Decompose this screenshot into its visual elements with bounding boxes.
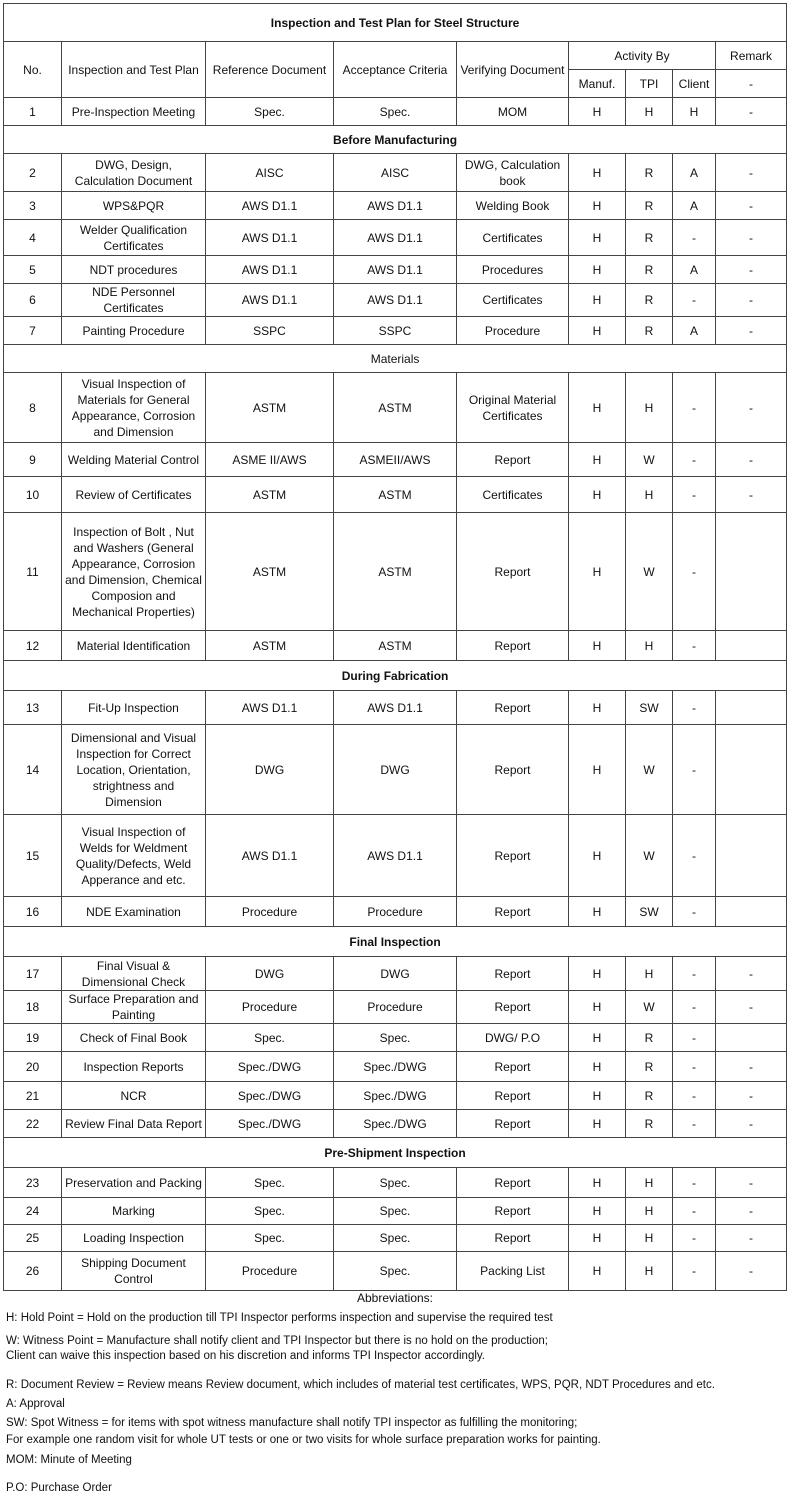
cell-client: - [673,284,716,317]
abbreviation-line: A: Approval [6,1398,65,1410]
cell-remark: - [716,1110,787,1138]
cell-plan: Check of Final Book [62,1024,206,1052]
section-row [4,345,787,373]
table-row [4,631,787,661]
cell-tpi: W [626,991,673,1024]
table-row [4,725,787,815]
cell-remark: - [716,98,787,126]
cell-acceptance: DWG [334,725,457,815]
cell-reference: AWS D1.1 [206,256,334,284]
section-label: During Fabrication [4,661,787,691]
table-row [4,220,787,256]
cell-remark: - [716,373,787,443]
cell-acceptance: ASMEII/AWS [334,443,457,477]
cell-acceptance: AWS D1.1 [334,192,457,220]
cell-acceptance: SSPC [334,317,457,345]
cell-tpi: H [626,1252,673,1291]
abbreviation-line: H: Hold Point = Hold on the production till TPI Inspector performs inspection and supervise the required test [6,1312,553,1324]
cell-no: 22 [4,1110,62,1138]
cell-reference: DWG [206,957,334,991]
cell-tpi: W [626,725,673,815]
cell-remark [716,1024,787,1052]
table-row [4,1024,787,1052]
cell-client: - [673,631,716,661]
cell-client: - [673,1225,716,1252]
header-remark: Remark [716,42,787,70]
cell-verifying: Report [457,443,569,477]
cell-remark: - [716,443,787,477]
cell-remark [716,725,787,815]
cell-manuf: H [569,991,626,1024]
cell-client: - [673,957,716,991]
cell-tpi: R [626,317,673,345]
cell-reference: AWS D1.1 [206,284,334,317]
cell-client: A [673,317,716,345]
cell-plan: Loading Inspection [62,1225,206,1252]
section-label: Pre-Shipment Inspection [4,1138,787,1168]
cell-reference: Procedure [206,1252,334,1291]
cell-remark: - [716,284,787,317]
cell-reference: Spec./DWG [206,1110,334,1138]
cell-plan: NDE Personnel Certificates [62,284,206,317]
cell-remark: - [716,256,787,284]
cell-client: - [673,1198,716,1225]
cell-reference: AWS D1.1 [206,220,334,256]
cell-client: - [673,691,716,725]
cell-plan: Final Visual & Dimensional Check [62,957,206,991]
header-tpi: TPI [626,70,673,98]
cell-verifying: Welding Book [457,192,569,220]
cell-manuf: H [569,897,626,927]
cell-no: 6 [4,284,62,317]
cell-acceptance: AWS D1.1 [334,256,457,284]
cell-no: 9 [4,443,62,477]
cell-no: 8 [4,373,62,443]
cell-reference: AISC [206,154,334,192]
header-manuf: Manuf. [569,70,626,98]
cell-no: 13 [4,691,62,725]
cell-reference: Spec./DWG [206,1052,334,1082]
cell-manuf: H [569,192,626,220]
cell-remark: - [716,1082,787,1110]
table-row [4,373,787,443]
cell-verifying: Procedures [457,256,569,284]
table-row [4,154,787,192]
cell-tpi: H [626,1198,673,1225]
cell-plan: NDE Examination [62,897,206,927]
cell-plan: Material Identification [62,631,206,661]
cell-manuf: H [569,815,626,897]
cell-no: 2 [4,154,62,192]
table-row [4,1252,787,1291]
cell-manuf: H [569,1082,626,1110]
cell-remark: - [716,1252,787,1291]
cell-verifying: Report [457,897,569,927]
cell-no: 19 [4,1024,62,1052]
cell-client: - [673,373,716,443]
cell-acceptance: ASTM [334,477,457,513]
cell-remark: - [716,1225,787,1252]
table-row [4,284,787,317]
cell-client: - [673,1252,716,1291]
cell-tpi: R [626,154,673,192]
cell-acceptance: AWS D1.1 [334,284,457,317]
cell-remark [716,631,787,661]
cell-reference: ASTM [206,631,334,661]
cell-client: - [673,1110,716,1138]
abbreviation-line: MOM: Minute of Meeting [6,1454,132,1466]
cell-remark [716,897,787,927]
cell-reference: Spec. [206,1024,334,1052]
cell-remark [716,691,787,725]
cell-tpi: H [626,1168,673,1198]
header-activity-by: Activity By [569,42,716,70]
cell-remark [716,815,787,897]
cell-verifying: Report [457,691,569,725]
cell-verifying: Original Material Certificates [457,373,569,443]
itp-table [3,3,787,1291]
document-title: Inspection and Test Plan for Steel Structure [4,4,787,42]
cell-verifying: Certificates [457,284,569,317]
table-row [4,98,787,126]
cell-no: 5 [4,256,62,284]
cell-tpi: W [626,443,673,477]
cell-remark: - [716,957,787,991]
cell-manuf: H [569,1110,626,1138]
table-row [4,1082,787,1110]
cell-tpi: H [626,957,673,991]
cell-verifying: Report [457,513,569,631]
table-row [4,1198,787,1225]
cell-no: 4 [4,220,62,256]
cell-reference: Procedure [206,991,334,1024]
header-verifying: Verifying Document [457,42,569,98]
cell-verifying: Report [457,725,569,815]
cell-manuf: H [569,1225,626,1252]
cell-tpi: H [626,631,673,661]
cell-plan: Review Final Data Report [62,1110,206,1138]
cell-verifying: DWG, Calculation book [457,154,569,192]
cell-verifying: Procedure [457,317,569,345]
cell-tpi: R [626,220,673,256]
cell-verifying: Report [457,1052,569,1082]
cell-remark: - [716,1198,787,1225]
cell-remark: - [716,192,787,220]
cell-acceptance: AWS D1.1 [334,220,457,256]
cell-no: 14 [4,725,62,815]
cell-plan: Pre-Inspection Meeting [62,98,206,126]
cell-tpi: H [626,373,673,443]
section-row [4,126,787,154]
cell-no: 18 [4,991,62,1024]
table-row [4,317,787,345]
cell-acceptance: Spec. [334,1024,457,1052]
cell-no: 16 [4,897,62,927]
cell-plan: Marking [62,1198,206,1225]
cell-no: 12 [4,631,62,661]
cell-client: - [673,443,716,477]
cell-no: 11 [4,513,62,631]
cell-plan: Surface Preparation and Painting [62,991,206,1024]
cell-acceptance: Spec. [334,1252,457,1291]
table-row [4,1110,787,1138]
cell-tpi: R [626,1024,673,1052]
cell-verifying: Report [457,631,569,661]
cell-manuf: H [569,1252,626,1291]
cell-plan: Preservation and Packing [62,1168,206,1198]
section-label: Before Manufacturing [4,126,787,154]
cell-client: - [673,897,716,927]
cell-remark: - [716,477,787,513]
title-row [4,4,787,42]
cell-reference: SSPC [206,317,334,345]
cell-manuf: H [569,477,626,513]
cell-no: 21 [4,1082,62,1110]
cell-verifying: Report [457,991,569,1024]
cell-manuf: H [569,284,626,317]
abbreviation-line: SW: Spot Witness = for items with spot witness manufacture shall notify TPI inspector as fulfilling the monitoring; [6,1417,578,1429]
cell-tpi: R [626,192,673,220]
table-row [4,477,787,513]
table-row [4,897,787,927]
section-label: Materials [4,345,787,373]
cell-tpi: R [626,256,673,284]
cell-plan: Review of Certificates [62,477,206,513]
cell-acceptance: ASTM [334,513,457,631]
header-plan: Inspection and Test Plan [62,42,206,98]
cell-remark: - [716,154,787,192]
header-no: No. [4,42,62,98]
section-row [4,661,787,691]
cell-acceptance: AWS D1.1 [334,815,457,897]
cell-tpi: R [626,284,673,317]
cell-no: 26 [4,1252,62,1291]
cell-verifying: Report [457,1082,569,1110]
cell-acceptance: Procedure [334,897,457,927]
cell-client: - [673,1052,716,1082]
cell-no: 24 [4,1198,62,1225]
cell-tpi: R [626,1052,673,1082]
table-row [4,443,787,477]
cell-verifying: Report [457,1110,569,1138]
header-remark-sub: - [716,70,787,98]
cell-acceptance: Spec./DWG [334,1082,457,1110]
cell-verifying: Report [457,815,569,897]
cell-manuf: H [569,631,626,661]
cell-verifying: Report [457,1225,569,1252]
cell-reference: AWS D1.1 [206,192,334,220]
cell-verifying: Certificates [457,477,569,513]
cell-no: 7 [4,317,62,345]
cell-plan: Inspection Reports [62,1052,206,1082]
cell-no: 23 [4,1168,62,1198]
cell-client: A [673,154,716,192]
header-row-1 [4,42,787,70]
cell-reference: ASTM [206,477,334,513]
cell-acceptance: Spec./DWG [334,1052,457,1082]
cell-verifying: Packing List [457,1252,569,1291]
cell-no: 10 [4,477,62,513]
header-reference: Reference Document [206,42,334,98]
table-row [4,192,787,220]
table-row [4,957,787,991]
cell-plan: Inspection of Bolt , Nut and Washers (General Appearance, Corrosion and Dimension, Chemical Composion and Mechanical Properties) [62,513,206,631]
cell-plan: Welder Qualification Certificates [62,220,206,256]
cell-remark: - [716,991,787,1024]
cell-no: 20 [4,1052,62,1082]
cell-verifying: DWG/ P.O [457,1024,569,1052]
cell-tpi: W [626,815,673,897]
cell-verifying: Report [457,957,569,991]
cell-remark [716,513,787,631]
cell-client: - [673,1024,716,1052]
cell-reference: ASME II/AWS [206,443,334,477]
abbreviations-title: Abbreviations: [356,1291,434,1305]
cell-no: 1 [4,98,62,126]
cell-manuf: H [569,957,626,991]
cell-verifying: Certificates [457,220,569,256]
cell-manuf: H [569,1052,626,1082]
cell-remark: - [716,317,787,345]
cell-plan: Dimensional and Visual Inspection for Correct Location, Orientation, strightness and Dimension [62,725,206,815]
cell-tpi: SW [626,691,673,725]
cell-verifying: MOM [457,98,569,126]
cell-manuf: H [569,220,626,256]
cell-no: 3 [4,192,62,220]
cell-reference: Spec. [206,98,334,126]
cell-acceptance: Procedure [334,991,457,1024]
cell-manuf: H [569,443,626,477]
cell-manuf: H [569,725,626,815]
cell-manuf: H [569,317,626,345]
cell-remark: - [716,1168,787,1198]
cell-client: - [673,725,716,815]
cell-client: A [673,192,716,220]
cell-reference: Spec./DWG [206,1082,334,1110]
cell-acceptance: AISC [334,154,457,192]
cell-client: - [673,1168,716,1198]
cell-plan: Visual Inspection of Materials for General Appearance, Corrosion and Dimension [62,373,206,443]
abbreviation-line: R: Document Review = Review means Review document, which includes of material test certificates, WPS, PQR, NDT Procedures and etc. [6,1379,715,1391]
table-row [4,513,787,631]
cell-acceptance: ASTM [334,631,457,661]
cell-tpi: R [626,1082,673,1110]
cell-plan: NDT procedures [62,256,206,284]
cell-no: 17 [4,957,62,991]
cell-acceptance: DWG [334,957,457,991]
cell-plan: Fit-Up Inspection [62,691,206,725]
section-row [4,927,787,957]
section-label: Final Inspection [4,927,787,957]
table-row [4,691,787,725]
cell-manuf: H [569,1024,626,1052]
section-row [4,1138,787,1168]
cell-manuf: H [569,1198,626,1225]
cell-reference: Spec. [206,1198,334,1225]
cell-no: 25 [4,1225,62,1252]
cell-manuf: H [569,256,626,284]
cell-client: H [673,98,716,126]
cell-reference: Spec. [206,1225,334,1252]
cell-client: - [673,1082,716,1110]
cell-tpi: R [626,1110,673,1138]
abbreviation-line: P.O: Purchase Order [6,1482,112,1494]
cell-manuf: H [569,154,626,192]
cell-plan: NCR [62,1082,206,1110]
cell-client: - [673,477,716,513]
table-row [4,1225,787,1252]
header-acceptance: Acceptance Criteria [334,42,457,98]
cell-plan: Visual Inspection of Welds for Weldment Quality/Defects, Weld Apperance and etc. [62,815,206,897]
cell-client: - [673,815,716,897]
cell-manuf: H [569,1168,626,1198]
cell-plan: DWG, Design, Calculation Document [62,154,206,192]
cell-tpi: H [626,477,673,513]
cell-no: 15 [4,815,62,897]
table-row [4,256,787,284]
cell-plan: WPS&PQR [62,192,206,220]
cell-reference: DWG [206,725,334,815]
cell-manuf: H [569,373,626,443]
cell-tpi: H [626,1225,673,1252]
cell-reference: ASTM [206,373,334,443]
cell-remark: - [716,220,787,256]
cell-plan: Painting Procedure [62,317,206,345]
cell-reference: Spec. [206,1168,334,1198]
cell-tpi: H [626,98,673,126]
cell-manuf: H [569,513,626,631]
cell-acceptance: Spec. [334,1168,457,1198]
abbreviation-line: W: Witness Point = Manufacture shall notify client and TPI Inspector but there is no hold on the production; [6,1335,548,1347]
cell-plan: Shipping Document Control [62,1252,206,1291]
cell-tpi: W [626,513,673,631]
cell-client: - [673,991,716,1024]
abbreviation-line: For example one random visit for whole UT tests or one or two visits for whole surface preparation works for painting. [6,1434,601,1446]
cell-verifying: Report [457,1168,569,1198]
cell-acceptance: Spec./DWG [334,1110,457,1138]
cell-client: - [673,513,716,631]
cell-acceptance: Spec. [334,1225,457,1252]
cell-acceptance: Spec. [334,1198,457,1225]
table-row [4,1052,787,1082]
cell-reference: ASTM [206,513,334,631]
cell-verifying: Report [457,1198,569,1225]
cell-reference: AWS D1.1 [206,691,334,725]
cell-client: - [673,220,716,256]
table-row [4,815,787,897]
cell-acceptance: Spec. [334,98,457,126]
abbreviation-line: Client can waive this inspection based on his discretion and informs TPI Inspector accordingly. [6,1350,485,1362]
cell-tpi: SW [626,897,673,927]
cell-plan: Welding Material Control [62,443,206,477]
header-client: Client [673,70,716,98]
cell-remark: - [716,1052,787,1082]
cell-acceptance: ASTM [334,373,457,443]
table-row [4,991,787,1024]
cell-manuf: H [569,98,626,126]
cell-acceptance: AWS D1.1 [334,691,457,725]
cell-reference: AWS D1.1 [206,815,334,897]
cell-client: A [673,256,716,284]
cell-reference: Procedure [206,897,334,927]
table-row [4,1168,787,1198]
cell-manuf: H [569,691,626,725]
